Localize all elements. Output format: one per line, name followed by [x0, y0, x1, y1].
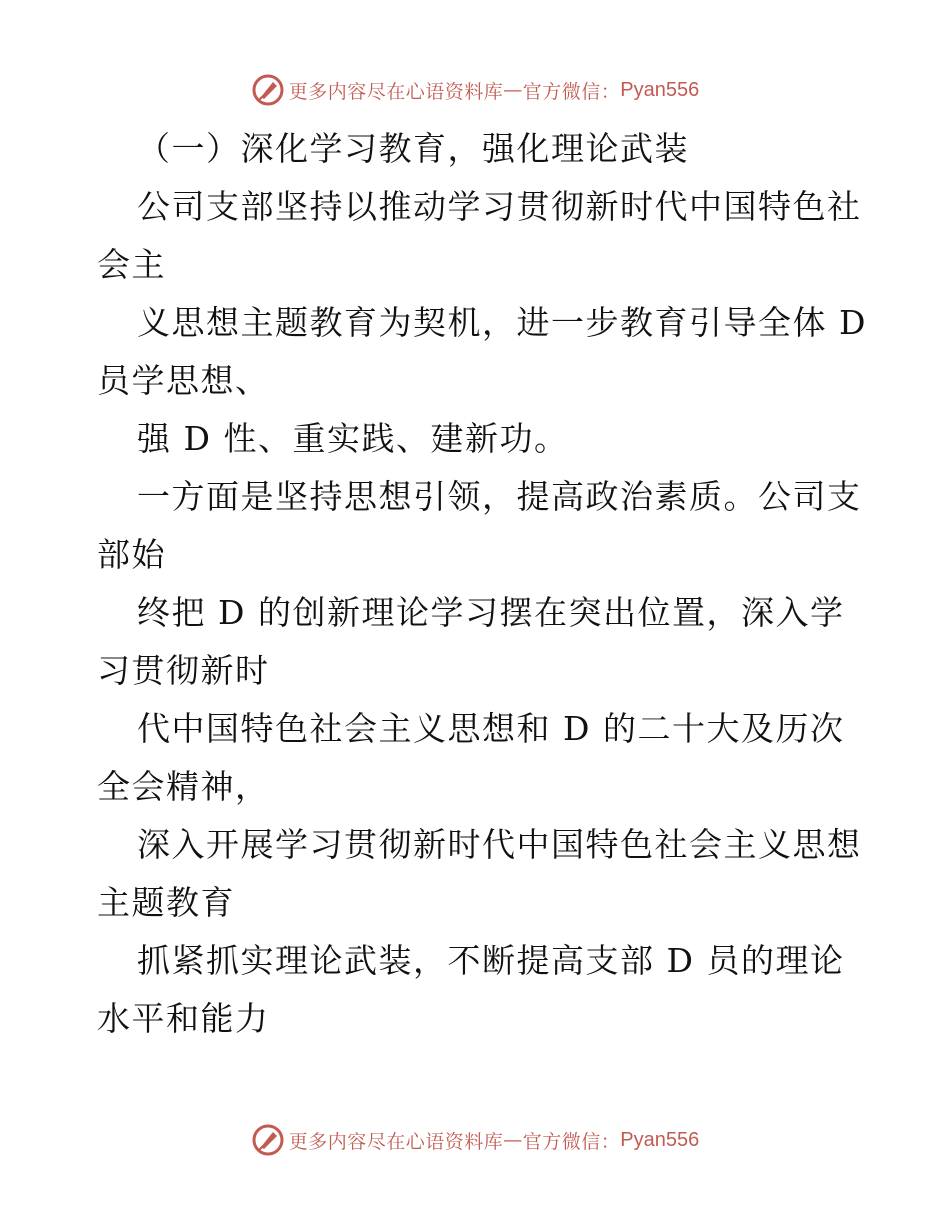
paragraph-line: 深入开展学习贯彻新时代中国特色社会主义思想	[137, 825, 862, 864]
paragraph-line: 强 D 性、重实践、建新功。	[137, 419, 569, 458]
watermark-label: 官方微信：	[522, 80, 621, 103]
watermark-text: 更多内容尽在心语资料库	[288, 80, 504, 103]
paragraph-line: 抓紧抓实理论武装，不断提高支部 D 员的理论	[137, 941, 845, 980]
section-heading: （一）深化学习教育，强化理论武装	[137, 129, 689, 168]
watermark-label: 官方微信：	[522, 1130, 621, 1153]
pen-nib-logo-icon	[251, 1123, 285, 1157]
paragraph-line: 水平和能力	[97, 999, 270, 1038]
document-body	[97, 120, 867, 1048]
paragraph-line: 终把 D 的创新理论学习摆在突出位置，深入学	[137, 593, 845, 632]
paragraph-line: 全会精神，	[97, 767, 270, 806]
paragraph-line: 习贯彻新时	[97, 651, 270, 690]
paragraph-line: 部始	[97, 535, 166, 574]
paragraph-line: 代中国特色社会主义思想和 D 的二十大及历次	[137, 709, 845, 748]
paragraph-line: 主题教育	[97, 883, 235, 922]
watermark-handle: Pyan556	[620, 78, 700, 101]
paragraph-line: 公司支部坚持以推动学习贯彻新时代中国特色社	[137, 187, 862, 226]
watermark-handle: Pyan556	[620, 1128, 700, 1151]
paragraph-line: 会主	[97, 245, 166, 284]
watermark-separator: —	[503, 79, 523, 101]
paragraph-line: 义思想主题教育为契机，进一步教育引导全体 D	[137, 303, 867, 342]
footer-watermark	[0, 1122, 950, 1158]
paragraph-line: 员学思想、	[97, 361, 270, 400]
pen-nib-logo-icon	[251, 73, 285, 107]
paragraph-line: 一方面是坚持思想引领，提高政治素质。公司支	[137, 477, 862, 516]
watermark-text: 更多内容尽在心语资料库	[288, 1130, 504, 1153]
header-watermark	[0, 72, 950, 108]
watermark-separator: —	[503, 1129, 523, 1151]
